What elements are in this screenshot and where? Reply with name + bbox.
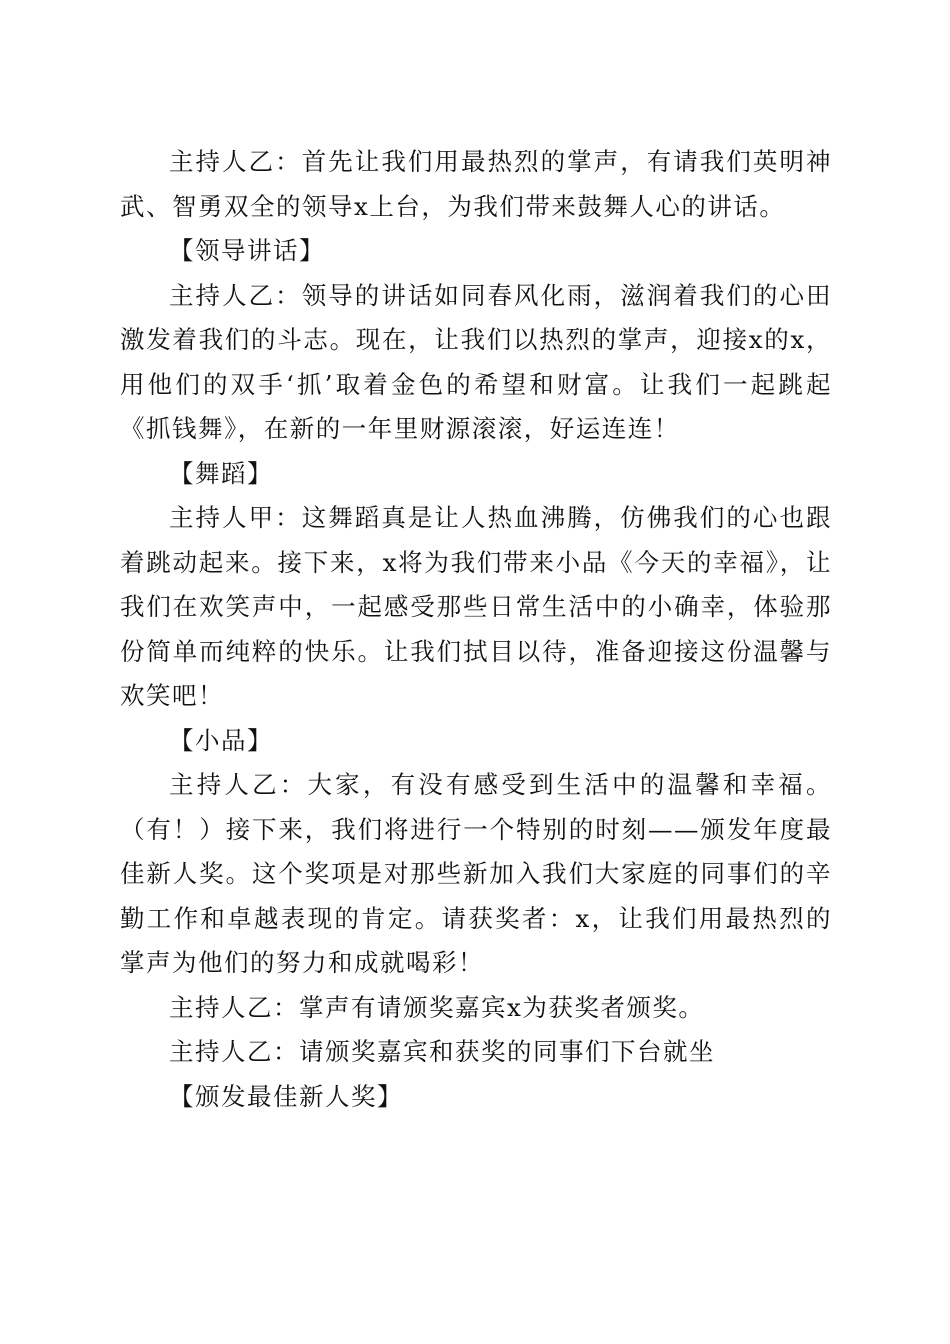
paragraph-host-speech-4: 主持人乙：大家，有没有感受到生活中的温馨和幸福。（有！）接下来，我们将进行一个特别的时刻——颁发年度最佳新人奖。这个奖项是对那些新加入我们大家庭的同事们的辛勤工作和卓越表现的肯定。请获奖者：x，让我们用最热烈的掌声为他们的努力和成就喝彩！ — [120, 770, 832, 977]
paragraph-host-speech-5: 主持人乙：掌声有请颁奖嘉宾x为获奖者颁奖。 — [169, 992, 705, 1022]
paragraph-host-speech-3: 主持人甲：这舞蹈真是让人热血沸腾，仿佛我们的心也跟着跳动起来。接下来，x将为我们带来小品《今天的幸福》，让我们在欢笑声中，一起感受那些日常生活中的小确幸，体验那份简单而纯粹的快乐。让我们拭目以待，准备迎接这份温馨与欢笑吧！ — [120, 503, 832, 710]
paragraph-host-speech-1: 主持人乙：首先让我们用最热烈的掌声，有请我们英明神武、智勇双全的领导x上台，为我们带来鼓舞人心的讲话。 — [120, 147, 832, 221]
stage-direction-skit: 【小品】 — [169, 725, 273, 755]
stage-direction-dance: 【舞蹈】 — [169, 458, 273, 488]
stage-direction-leader-speech: 【领导讲话】 — [169, 236, 325, 265]
paragraph-host-speech-6: 主持人乙：请颁奖嘉宾和获奖的同事们下台就坐 — [169, 1037, 715, 1066]
paragraph-host-speech-2: 主持人乙：领导的讲话如同春风化雨，滋润着我们的心田激发着我们的斗志。现在，让我们以热烈的掌声，迎接x的x，用他们的双手‘抓’取着金色的希望和财富。让我们一起跳起《抓钱舞》，在新的一年里财源滚滚，好运连连！ — [120, 280, 832, 443]
document-body — [120, 140, 832, 1119]
stage-direction-award: 【颁发最佳新人奖】 — [169, 1081, 403, 1111]
